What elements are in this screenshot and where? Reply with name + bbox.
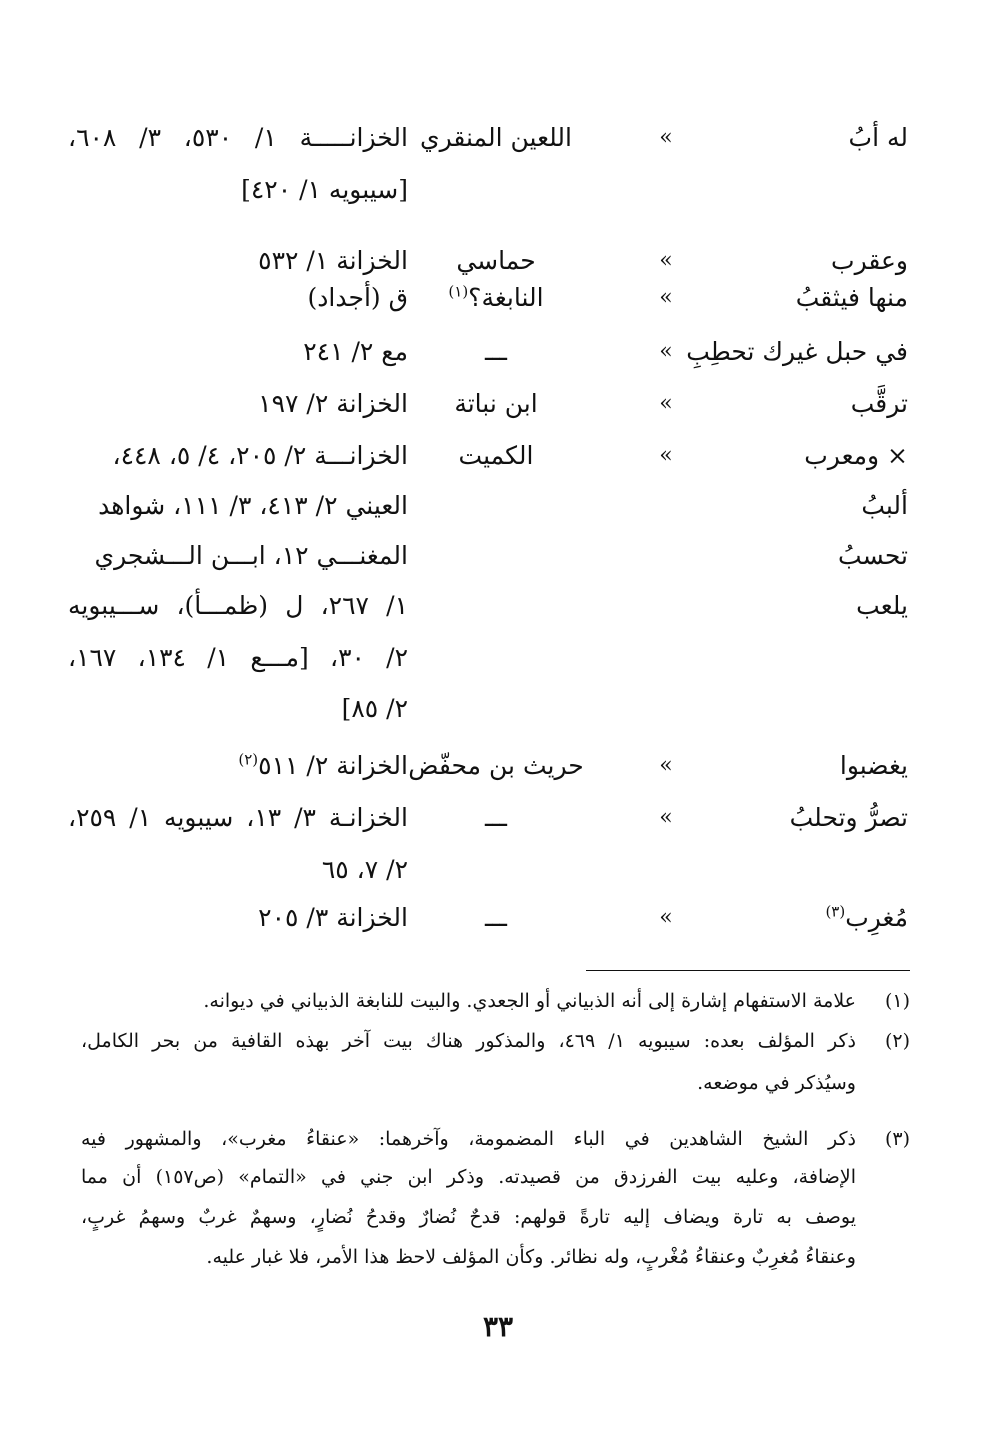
source-reference <box>68 326 408 378</box>
rhyme-word-text: وعقرب <box>831 246 908 275</box>
index-entry <box>0 530 996 582</box>
poet-name <box>396 792 596 844</box>
index-entry <box>0 326 996 378</box>
source-reference <box>68 530 408 582</box>
footnote-text: يوصف به تارة ويضاف إليه تارةً قولهم: قدحٌ نُضارٌ وقدحُ نُضارٍ، وسهمٌ غربٌ وسهمُ غربٍ، <box>81 1206 856 1228</box>
source-reference <box>68 112 408 164</box>
rhyme-word <box>733 892 908 944</box>
source-reference-text: ق (أجداد) <box>307 283 408 312</box>
source-reference <box>68 430 408 482</box>
meter-marker: » <box>659 125 673 150</box>
source-reference-text: مع ٢/ ٢٤١ <box>303 337 408 366</box>
rhyme-word <box>733 580 908 632</box>
index-entry <box>0 112 996 204</box>
index-entry <box>0 378 996 430</box>
source-reference-text: ٢/ ٧، ٦٥ <box>321 854 408 884</box>
source-reference <box>68 580 408 632</box>
poet-name-text: ـــ <box>485 903 507 932</box>
rhyme-word <box>733 740 908 792</box>
rhyme-word-text: في حبل غيرك تحطِبِ <box>686 337 908 366</box>
poet-name-text: الكميت <box>458 441 534 470</box>
poet-name-text: النابغة؟ <box>468 283 544 312</box>
index-entry <box>0 272 996 324</box>
rhyme-word-text: له أبُ <box>848 123 908 152</box>
rhyme-word-text: تصرُّ وتحلبُ <box>789 803 908 832</box>
source-reference-text: ٢/ ٣٠، [مـــع ١/ ١٣٤، ١٦٧، <box>68 642 409 672</box>
footnote-text: علامة الاستفهام إشارة إلى أنه الذبياني أو الجعدي. والبيت للنابغة الذبياني في ديوانه. <box>203 990 856 1012</box>
rhyme-word <box>733 792 908 844</box>
poet-name <box>396 378 596 430</box>
meter-marker: » <box>659 339 673 364</box>
poet-name-text: ابن نباتة <box>454 389 538 418</box>
rhyme-word <box>686 326 908 378</box>
rhyme-word <box>733 378 908 430</box>
meter-marker: » <box>659 753 673 778</box>
meter-marker: » <box>659 805 673 830</box>
index-entry <box>0 580 996 723</box>
rhyme-word-text: × ومعرب <box>804 441 908 470</box>
poet-name <box>396 430 596 482</box>
poet-name-text: ـــ <box>485 803 507 832</box>
source-reference-text: الخزانة ٢/ ١٩٧ <box>258 389 408 418</box>
poet-name <box>396 892 596 944</box>
rhyme-word-text: يغضبوا <box>839 751 908 780</box>
index-entry <box>0 892 996 944</box>
rhyme-word-text: منها فيثقبُ <box>795 283 908 312</box>
meter-marker: » <box>659 443 673 468</box>
source-reference <box>68 683 408 735</box>
index-entry <box>0 430 996 482</box>
index-entry <box>0 480 996 532</box>
meter-marker: » <box>659 285 673 310</box>
rhyme-word <box>733 272 908 324</box>
rhyme-word <box>733 112 908 164</box>
source-reference-text: الخزانـــة ٢/ ٢٠٥، ٤/ ٥، ٤٤٨، <box>112 441 408 470</box>
rhyme-word-text: ألببُ <box>861 491 908 520</box>
source-reference <box>68 892 408 944</box>
meter-marker: » <box>659 905 673 930</box>
source-reference-text: الخزانة ١/ ٥٣٢ <box>258 246 408 275</box>
source-reference-text: الخزانـــــة ١/ ٥٣٠، ٣/ ٦٠٨، <box>68 123 408 152</box>
footnote-ref: (١) <box>448 282 469 301</box>
rhyme-word-text: مُغرِب <box>845 903 908 932</box>
source-reference <box>68 740 408 792</box>
rhyme-word <box>733 430 908 482</box>
index-entry <box>0 792 996 884</box>
poet-name <box>396 326 596 378</box>
source-reference <box>68 480 408 532</box>
footnote-ref: (٣) <box>825 902 846 921</box>
source-reference-text: الخزانة ٢/ ٥١١ <box>258 751 408 780</box>
source-reference-text: الخزانـة ٣/ ١٣، سيبويه ١/ ٢٥٩، <box>68 803 408 832</box>
source-reference-text: الخزانة ٣/ ٢٠٥ <box>258 903 408 932</box>
rhyme-word <box>733 480 908 532</box>
meter-marker: » <box>659 248 673 273</box>
rhyme-word-text: يلعب <box>856 591 908 620</box>
source-reference-text: [سيبويه ١/ ٤٢٠] <box>241 174 408 204</box>
source-reference-text: العيني ٢/ ٤١٣، ٣/ ١١١، شواهد <box>98 491 408 520</box>
rhyme-word-text: تحسبُ <box>838 541 908 570</box>
meter-marker: » <box>659 391 673 416</box>
poet-name-text: حريث بن محفّض <box>408 751 584 780</box>
source-reference <box>68 792 408 844</box>
footnote-number: (٢) <box>884 1030 910 1052</box>
source-reference-text: ١/ ٢٦٧، ل (ظمـــأ)، ســـيبويه <box>68 591 408 620</box>
poet-name <box>396 740 596 792</box>
source-reference <box>68 272 408 324</box>
poet-name <box>396 272 596 324</box>
poet-name-text: اللعين المنقري <box>420 123 572 152</box>
footnote-number: (١) <box>884 990 910 1012</box>
source-reference <box>68 164 408 216</box>
poet-name-text: ـــ <box>485 337 507 366</box>
source-reference <box>68 844 408 896</box>
footnote-text: ذكر الشيخ الشاهدين في الباء المضمومة، وآخرهما: «عنقاءُ مغرب»، والمشهور فيه <box>81 1128 856 1150</box>
poet-name-text: حماسي <box>456 246 536 275</box>
source-reference <box>68 632 408 684</box>
source-reference-text: ٢/ ٨٥] <box>341 694 408 723</box>
footnote-number: (٣) <box>884 1128 910 1150</box>
rhyme-word-text: ترقَّب <box>850 389 908 418</box>
footnote-text: الإضافة، وعليه بيت الفرزدق من قصيدته. وذكر ابن جني في «التمام» (ص١٥٧) أن مما <box>81 1166 856 1188</box>
footnote-text: وعنقاءُ مُغرِبٌ وعنقاءُ مُغْربٍ، وله نظائر. وكأن المؤلف لاحظ هذا الأمر، فلا غبار عليه. <box>206 1246 856 1268</box>
index-entry <box>0 740 996 792</box>
footnote-divider <box>586 970 910 971</box>
footnote-text: ذكر المؤلف بعده: سيبويه ١/ ٤٦٩، والمذكور هناك بيت آخر بهذه القافية من بحر الكامل، <box>81 1030 856 1052</box>
footnote-text: وسيُذكر في موضعه. <box>697 1072 856 1094</box>
source-reference <box>68 378 408 430</box>
rhyme-word <box>733 530 908 582</box>
source-reference-text: المغنـــي ١٢، ابـــن الـــشجري <box>94 541 408 570</box>
poet-name <box>396 112 596 164</box>
page-number: ٣٣ <box>482 1310 514 1343</box>
footnote-ref: (٢) <box>238 750 259 769</box>
